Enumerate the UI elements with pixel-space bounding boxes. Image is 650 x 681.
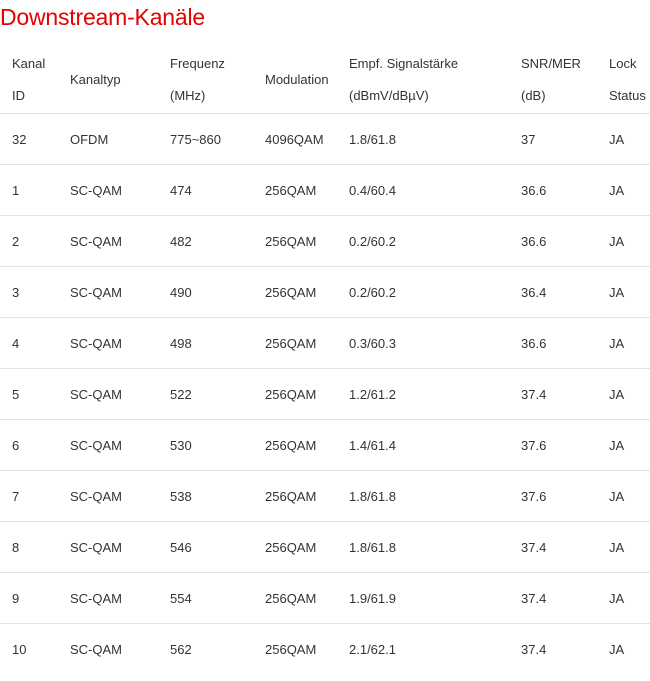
table-row xyxy=(0,114,650,165)
column-header-line: Kanaltyp xyxy=(70,71,121,87)
cell-lock-status: JA xyxy=(597,420,650,471)
cell-snr-mer: 37.4 xyxy=(521,641,547,657)
cell-channel-id: 3 xyxy=(0,267,58,318)
table-row xyxy=(0,624,650,675)
column-header-line: Status xyxy=(609,87,646,103)
cell-channel-type: SC-QAM xyxy=(58,522,158,573)
cell-channel-id: 10 xyxy=(12,641,27,657)
cell-channel-type: SC-QAM xyxy=(58,420,158,471)
cell-modulation: 256QAM xyxy=(253,267,337,318)
cell-channel-id: 7 xyxy=(0,471,58,522)
cell-channel-type: SC-QAM xyxy=(58,165,158,216)
cell-snr-mer: 37 xyxy=(509,114,597,165)
cell-signal-strength: 0.3/60.3 xyxy=(337,318,509,369)
column-header-line: SNR/MER xyxy=(521,55,581,71)
cell-snr-mer: 36.4 xyxy=(509,267,597,318)
table-row xyxy=(0,420,650,471)
cell-signal-strength: 1.4/61.4 xyxy=(337,420,509,471)
table-row xyxy=(0,318,650,369)
cell-snr-mer: 37.4 xyxy=(509,522,597,573)
cell-modulation: 256QAM xyxy=(265,641,317,657)
cell-signal-strength: 0.2/60.2 xyxy=(337,267,509,318)
page-title: Downstream-Kanäle xyxy=(0,4,205,30)
cell-snr-mer: 36.6 xyxy=(509,216,597,267)
cell-modulation: 256QAM xyxy=(253,420,337,471)
cell-modulation: 256QAM xyxy=(253,369,337,420)
column-header-line: Empf. Signalstärke xyxy=(349,55,459,71)
table-row xyxy=(0,573,650,624)
cell-channel-type: SC-QAM xyxy=(58,369,158,420)
table-row xyxy=(0,165,650,216)
cell-snr-mer: 36.6 xyxy=(509,318,597,369)
column-header-line: Kanal xyxy=(12,55,46,71)
cell-lock-status: JA xyxy=(597,369,650,420)
cell-snr-mer: 37.6 xyxy=(509,420,597,471)
column-header-line: Lock xyxy=(609,55,637,71)
column-header-channel-id xyxy=(0,46,58,114)
cell-signal-strength: 1.8/61.8 xyxy=(337,522,509,573)
column-header-line: Modulation xyxy=(265,71,329,87)
cell-channel-type: OFDM xyxy=(58,114,158,165)
cell-channel-id: 5 xyxy=(0,369,58,420)
column-header-line: ID xyxy=(12,87,25,103)
cell-frequency: 562 xyxy=(170,641,192,657)
cell-modulation: 256QAM xyxy=(253,165,337,216)
column-header-line: (MHz) xyxy=(170,87,206,103)
cell-channel-id: 32 xyxy=(0,114,58,165)
cell-signal-strength: 1.2/61.2 xyxy=(337,369,509,420)
cell-frequency: 482 xyxy=(158,216,253,267)
cell-frequency: 546 xyxy=(158,522,253,573)
table-row xyxy=(0,369,650,420)
column-header-modulation xyxy=(253,46,337,114)
cell-modulation: 256QAM xyxy=(253,573,337,624)
table-header-row xyxy=(0,46,650,114)
cell-modulation: 256QAM xyxy=(253,522,337,573)
cell-snr-mer: 37.4 xyxy=(509,369,597,420)
cell-frequency: 522 xyxy=(158,369,253,420)
cell-lock-status: JA xyxy=(597,471,650,522)
cell-modulation: 256QAM xyxy=(253,318,337,369)
cell-frequency: 538 xyxy=(158,471,253,522)
cell-lock-status: JA xyxy=(597,267,650,318)
cell-signal-strength: 0.2/60.2 xyxy=(337,216,509,267)
cell-snr-mer: 37.4 xyxy=(509,573,597,624)
cell-lock-status: JA xyxy=(597,165,650,216)
cell-frequency: 775~860 xyxy=(158,114,253,165)
column-header-line: (dB) xyxy=(521,87,546,103)
cell-signal-strength: 1.8/61.8 xyxy=(337,471,509,522)
cell-channel-id: 9 xyxy=(0,573,58,624)
cell-frequency: 554 xyxy=(158,573,253,624)
cell-channel-id: 6 xyxy=(0,420,58,471)
table-row xyxy=(0,267,650,318)
cell-channel-id: 2 xyxy=(0,216,58,267)
cell-frequency: 498 xyxy=(158,318,253,369)
cell-lock-status: JA xyxy=(597,573,650,624)
cell-modulation: 256QAM xyxy=(253,216,337,267)
cell-channel-type: SC-QAM xyxy=(70,641,122,657)
cell-snr-mer: 37.6 xyxy=(509,471,597,522)
cell-frequency: 490 xyxy=(158,267,253,318)
table-row xyxy=(0,216,650,267)
cell-lock-status: JA xyxy=(609,641,625,657)
table-row xyxy=(0,471,650,522)
cell-channel-type: SC-QAM xyxy=(58,573,158,624)
column-header-snr-mer xyxy=(509,46,597,114)
cell-frequency: 474 xyxy=(158,165,253,216)
cell-lock-status: JA xyxy=(597,114,650,165)
cell-channel-id: 4 xyxy=(0,318,58,369)
column-header-signal-strength xyxy=(337,46,509,114)
cell-signal-strength: 0.4/60.4 xyxy=(337,165,509,216)
column-header-lock-status xyxy=(597,46,650,114)
downstream-channels-table xyxy=(0,46,650,674)
cell-signal-strength: 1.9/61.9 xyxy=(337,573,509,624)
column-header-channel-type xyxy=(58,46,158,114)
cell-channel-type: SC-QAM xyxy=(58,267,158,318)
cell-lock-status: JA xyxy=(597,522,650,573)
cell-channel-id: 8 xyxy=(0,522,58,573)
cell-channel-id: 1 xyxy=(0,165,58,216)
cell-lock-status: JA xyxy=(597,318,650,369)
cell-snr-mer: 36.6 xyxy=(509,165,597,216)
cell-modulation: 4096QAM xyxy=(253,114,337,165)
cell-channel-type: SC-QAM xyxy=(58,318,158,369)
column-header-frequency xyxy=(158,46,253,114)
cell-signal-strength: 1.8/61.8 xyxy=(337,114,509,165)
column-header-line: Frequenz xyxy=(170,55,225,71)
table-row xyxy=(0,522,650,573)
cell-channel-type: SC-QAM xyxy=(58,471,158,522)
cell-lock-status: JA xyxy=(597,216,650,267)
cell-signal-strength: 2.1/62.1 xyxy=(349,641,396,657)
cell-frequency: 530 xyxy=(158,420,253,471)
cell-modulation: 256QAM xyxy=(253,471,337,522)
column-header-line: (dBmV/dBµV) xyxy=(349,87,429,103)
cell-channel-type: SC-QAM xyxy=(58,216,158,267)
